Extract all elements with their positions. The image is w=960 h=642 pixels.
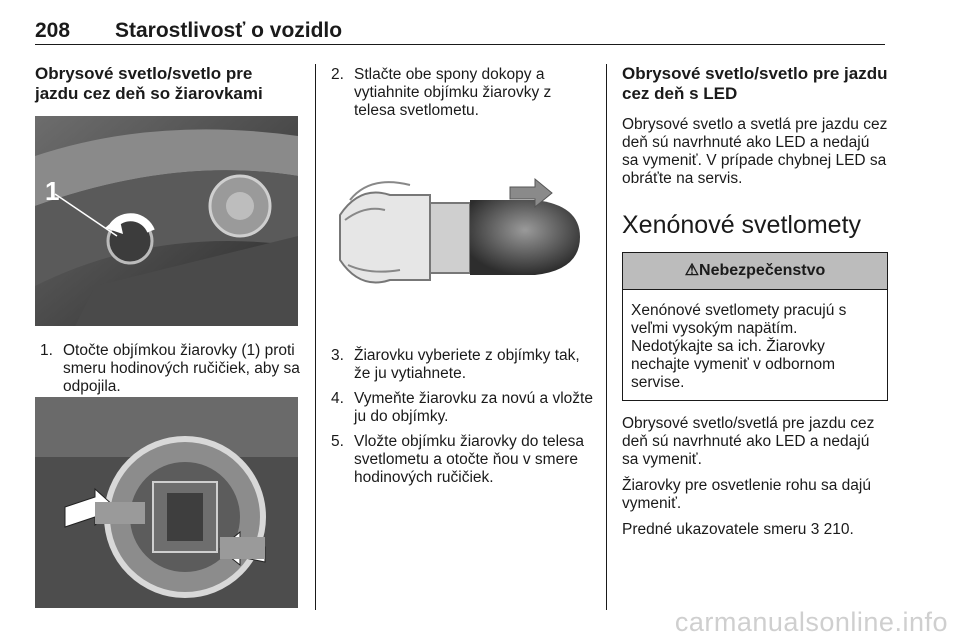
page-header: [35, 8, 885, 45]
warning-header: [623, 253, 887, 290]
warning-title: Nebezpečenstvo: [699, 262, 826, 279]
paragraph-indicators-ref: [622, 521, 888, 539]
step-text: Vložte objímku žiarovky do telesa svetlometu a otočte ňou v smere hodinových ručičiek.: [354, 433, 585, 486]
warning-text: Xenónové svetlomety pracujú s veľmi vysokým napätím. Nedotýkajte sa ich. Žiarovky nechajte vymeniť v odbornom servise.: [631, 302, 847, 391]
list-item: [331, 66, 593, 120]
step-number: 1.: [40, 342, 53, 359]
list-item: [331, 433, 593, 487]
page-number: 208: [35, 19, 71, 42]
list-item: [331, 347, 593, 383]
section-heading-led-drl: Obrysové svetlo/svetlo pre jazdu cez deň s LED: [622, 64, 888, 103]
step-number: 3.: [331, 347, 344, 364]
paragraph-cornering-lamps: Žiarovky pre osvetlenie rohu sa dajú vymeniť.: [622, 477, 871, 512]
step-number: 2.: [331, 66, 344, 83]
headlamp-illustration: [35, 116, 298, 326]
bulb-removal-illustration: [330, 125, 592, 335]
indicators-ref-text: Predné ukazovatele smeru: [622, 521, 807, 538]
paragraph-led-info: Obrysové svetlo a svetlá pre jazdu cez deň sú navrhnuté ako LED a nedajú sa vymeniť. V prípade chybnej LED sa obráťte na servis.: [622, 116, 888, 187]
steps-list-1: [40, 342, 302, 396]
list-item: [331, 390, 593, 426]
page-reference-icon: 3: [810, 521, 820, 538]
figure-callout-label: 1: [45, 176, 60, 206]
column-right: [622, 64, 888, 539]
step-text: Žiarovku vyberiete z objímky tak, že ju vytiahnete.: [354, 347, 580, 382]
steps-list-3: [331, 347, 593, 487]
warning-icon: ⚠: [684, 262, 700, 279]
step-number: 4.: [331, 390, 344, 407]
section-title-xenon: Xenónové svetlomety: [622, 211, 862, 239]
list-item: [40, 342, 302, 396]
paragraph-xenon-led: Obrysové svetlo/svetlá pre jazdu cez deň sú navrhnuté ako LED a nedajú sa vymeniť.: [622, 415, 875, 468]
column-left: [35, 64, 300, 104]
step-text: Stlačte obe spony dokopy a vytiahnite objímku žiarovky z telesa svetlometu.: [354, 66, 552, 119]
figure-headlamp-socket: [35, 116, 298, 326]
column-divider: [315, 64, 316, 610]
steps-list-2: [331, 66, 593, 120]
section-heading-bulb-drl: Obrysové svetlo/svetlo pre jazdu cez deň so žiarovkami: [35, 64, 263, 103]
step-text: Vymeňte žiarovku za novú a vložte ju do objímky.: [354, 390, 593, 425]
page-title: Starostlivosť o vozidlo: [115, 19, 343, 42]
warning-box: [622, 252, 888, 401]
watermark: carmanualsonline.info: [674, 607, 948, 637]
step-number: 5.: [331, 433, 344, 450]
column-divider: [606, 64, 607, 610]
step-text: Otočte objímkou žiarovky (1) proti smeru hodinových ručičiek, aby sa odpojila.: [63, 342, 300, 395]
bulb-holder-illustration: [35, 397, 298, 608]
figure-bulb-removal: [330, 125, 592, 335]
page-reference-link[interactable]: 210.: [823, 521, 854, 538]
figure-bulb-holder: [35, 397, 298, 608]
